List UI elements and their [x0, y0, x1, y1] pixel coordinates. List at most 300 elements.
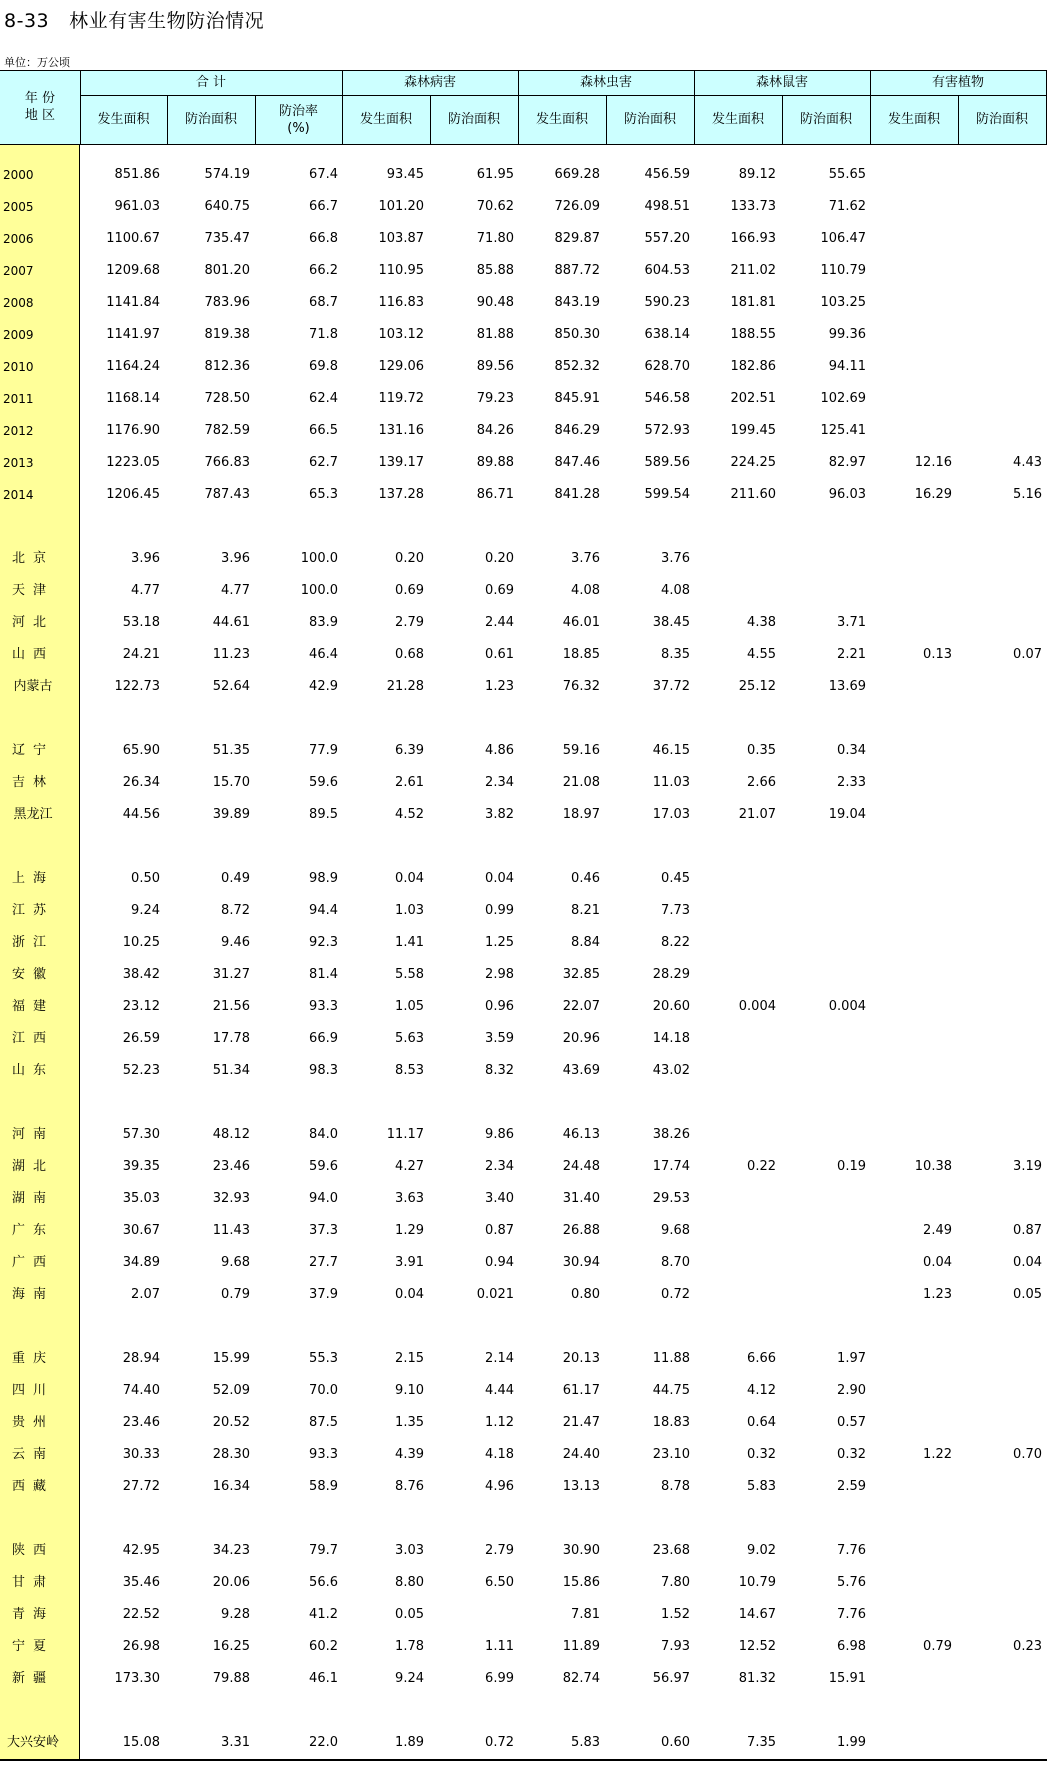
table-cell: 65.3 [309, 487, 338, 502]
table-cell: 8.22 [661, 935, 690, 950]
table-cell: 1141.97 [106, 327, 160, 342]
year-label: 2010 [3, 360, 34, 374]
header-column-label [255, 96, 342, 145]
table-cell: 46.4 [309, 647, 338, 662]
table-cell: 3.31 [221, 1735, 250, 1750]
table-cell: 850.30 [554, 327, 600, 342]
table-cell: 74.40 [122, 1383, 160, 1398]
table-cell: 21.28 [386, 679, 424, 694]
table-cell: 8.84 [571, 935, 600, 950]
table-cell [866, 767, 952, 799]
table-cell: 0.19 [837, 1159, 866, 1174]
table-cell [866, 895, 952, 927]
table-cell: 59.16 [562, 743, 600, 758]
table-cell [866, 1599, 952, 1631]
table-cell: 4.08 [661, 583, 690, 598]
table-cell: 23.68 [652, 1543, 690, 1558]
table-cell: 21.47 [562, 1415, 600, 1430]
table-cell [956, 1663, 1042, 1695]
table-cell: 26.59 [122, 1031, 160, 1046]
table-cell: 2.14 [485, 1351, 514, 1366]
table-cell [780, 1183, 866, 1215]
table-cell: 43.69 [562, 1063, 600, 1078]
table-cell: 15.99 [212, 1351, 250, 1366]
table-cell: 628.70 [644, 359, 690, 374]
table-cell: 9.28 [221, 1607, 250, 1622]
table-cell: 69.8 [309, 359, 338, 374]
year-row [0, 191, 1047, 223]
year-label: 2014 [3, 488, 34, 502]
table-cell: 0.49 [221, 871, 250, 886]
table-cell: 96.03 [828, 487, 866, 502]
table-cell: 638.14 [644, 327, 690, 342]
table-cell [780, 1215, 866, 1247]
table-cell: 20.96 [562, 1031, 600, 1046]
table-cell: 30.33 [122, 1447, 160, 1462]
table-cell: 11.23 [212, 647, 250, 662]
table-cell [866, 1343, 952, 1375]
table-cell: 4.12 [747, 1383, 776, 1398]
table-number: 8-33 [4, 10, 50, 32]
region-label: 江苏 [11, 903, 54, 918]
header-column-divider [606, 96, 607, 145]
region-label: 浙江 [11, 935, 54, 950]
table-cell: 3.96 [131, 551, 160, 566]
table-cell: 1164.24 [106, 359, 160, 374]
table-cell: 8.21 [571, 903, 600, 918]
table-cell: 181.81 [730, 295, 776, 310]
year-label: 2009 [3, 328, 34, 342]
table-cell: 1100.67 [106, 231, 160, 246]
table-cell: 93.45 [386, 167, 424, 182]
table-cell: 106.47 [820, 231, 866, 246]
table-cell: 23.12 [122, 999, 160, 1014]
table-cell [866, 255, 952, 287]
table-cell: 23.46 [212, 1159, 250, 1174]
table-cell: 2.59 [837, 1479, 866, 1494]
table-cell: 98.9 [309, 871, 338, 886]
table-cell [690, 1215, 776, 1247]
table-cell: 8.53 [395, 1063, 424, 1078]
table-cell: 8.70 [661, 1255, 690, 1270]
table-cell [956, 895, 1042, 927]
table-cell: 0.22 [747, 1159, 776, 1174]
header-group-label: 森林病害 [403, 74, 456, 90]
table-cell: 94.11 [828, 359, 866, 374]
table-cell: 4.27 [395, 1159, 424, 1174]
table-cell: 887.72 [554, 263, 600, 278]
region-row [0, 1535, 1047, 1567]
table-cell [956, 1119, 1042, 1151]
table-cell: 0.05 [395, 1607, 424, 1622]
header-column-label: 发生面积 [887, 112, 940, 128]
table-cell: 35.03 [122, 1191, 160, 1206]
table-cell: 7.76 [837, 1543, 866, 1558]
table-cell [956, 1055, 1042, 1087]
header-column-divider [167, 96, 168, 145]
table-cell [956, 1183, 1042, 1215]
region-label: 吉林 [11, 775, 54, 790]
table-cell: 102.69 [820, 391, 866, 406]
table-cell: 572.93 [644, 423, 690, 438]
table-cell [956, 959, 1042, 991]
table-cell [780, 1023, 866, 1055]
table-cell: 94.4 [309, 903, 338, 918]
table-cell: 0.021 [476, 1287, 514, 1302]
region-row [0, 895, 1047, 927]
table-cell: 20.13 [562, 1351, 600, 1366]
table-cell: 11.43 [212, 1223, 250, 1238]
table-cell: 819.38 [204, 327, 250, 342]
table-cell: 20.52 [212, 1415, 250, 1430]
table-cell: 76.32 [562, 679, 600, 694]
region-label: 重庆 [11, 1351, 54, 1366]
region-label: 北京 [11, 551, 54, 566]
year-label: 2007 [3, 264, 34, 278]
table-cell [866, 735, 952, 767]
table-cell: 19.04 [828, 807, 866, 822]
table-cell: 3.96 [221, 551, 250, 566]
table-cell: 28.30 [212, 1447, 250, 1462]
region-row [0, 1215, 1047, 1247]
table-cell: 15.86 [562, 1575, 600, 1590]
table-cell: 14.67 [738, 1607, 776, 1622]
table-cell: 1.29 [395, 1223, 424, 1238]
table-title: 林业有害生物防治情况 [69, 10, 265, 32]
header-column-label: 防治面积 [799, 112, 852, 128]
region-row [0, 607, 1047, 639]
header-group-label: 森林鼠害 [755, 74, 808, 90]
table-cell: 0.79 [923, 1639, 952, 1654]
year-row [0, 319, 1047, 351]
table-cell: 961.03 [114, 199, 160, 214]
table-cell [866, 927, 952, 959]
year-row [0, 159, 1047, 191]
region-label: 天津 [11, 583, 54, 598]
table-cell [956, 287, 1042, 319]
table-cell: 3.03 [395, 1543, 424, 1558]
table-cell: 46.01 [562, 615, 600, 630]
region-label: 江西 [11, 1031, 54, 1046]
table-cell: 1.03 [395, 903, 424, 918]
table-cell: 52.64 [212, 679, 250, 694]
table-cell: 42.9 [309, 679, 338, 694]
table-cell: 26.98 [122, 1639, 160, 1654]
table-cell: 52.09 [212, 1383, 250, 1398]
table-cell: 5.16 [1013, 487, 1042, 502]
table-cell: 51.34 [212, 1063, 250, 1078]
table-cell [956, 1727, 1042, 1759]
table-cell: 7.93 [661, 1639, 690, 1654]
table-cell: 498.51 [644, 199, 690, 214]
table-cell: 18.85 [562, 647, 600, 662]
region-label: 河北 [11, 615, 54, 630]
header-column-label: 发生面积 [535, 112, 588, 128]
table-cell: 0.60 [661, 1735, 690, 1750]
region-row [0, 1247, 1047, 1279]
table-cell [690, 1183, 776, 1215]
table-cell: 12.16 [914, 455, 952, 470]
table-cell: 0.004 [738, 999, 776, 1014]
year-row [0, 447, 1047, 479]
table-cell: 1.41 [395, 935, 424, 950]
table-cell: 3.76 [661, 551, 690, 566]
region-label: 山西 [11, 647, 54, 662]
table-cell [780, 1279, 866, 1311]
table-cell [866, 319, 952, 351]
table-cell: 0.32 [747, 1447, 776, 1462]
region-label: 西藏 [11, 1479, 54, 1494]
table-cell: 8.80 [395, 1575, 424, 1590]
table-cell [866, 287, 952, 319]
table-cell: 24.48 [562, 1159, 600, 1174]
table-cell: 87.5 [309, 1415, 338, 1430]
table-cell: 6.99 [485, 1671, 514, 1686]
unit-label: 单位：万公顷 [4, 56, 70, 69]
region-row [0, 991, 1047, 1023]
table-cell: 32.93 [212, 1191, 250, 1206]
table-cell: 1.25 [485, 935, 514, 950]
year-label: 2000 [3, 168, 34, 182]
table-cell: 11.17 [386, 1127, 424, 1142]
table-cell: 38.26 [652, 1127, 690, 1142]
table-cell [780, 543, 866, 575]
table-cell [956, 863, 1042, 895]
table-cell: 93.3 [309, 1447, 338, 1462]
table-cell: 7.73 [661, 903, 690, 918]
table-cell: 9.46 [221, 935, 250, 950]
table-cell: 17.03 [652, 807, 690, 822]
table-cell: 1.99 [837, 1735, 866, 1750]
region-row [0, 1663, 1047, 1695]
table-cell: 39.89 [212, 807, 250, 822]
table-cell: 0.23 [1013, 1639, 1042, 1654]
table-cell: 58.9 [309, 1479, 338, 1494]
region-row [0, 1183, 1047, 1215]
table-cell: 11.89 [562, 1639, 600, 1654]
table-cell: 103.25 [820, 295, 866, 310]
table-cell: 845.91 [554, 391, 600, 406]
table-cell: 0.04 [923, 1255, 952, 1270]
table-cell: 122.73 [114, 679, 160, 694]
table-cell [690, 1279, 776, 1311]
table-cell: 44.75 [652, 1383, 690, 1398]
region-label: 广东 [11, 1223, 54, 1238]
table-cell: 20.60 [652, 999, 690, 1014]
table-cell: 3.71 [837, 615, 866, 630]
table-cell [866, 575, 952, 607]
table-cell: 43.02 [652, 1063, 690, 1078]
region-row [0, 639, 1047, 671]
table-cell: 6.39 [395, 743, 424, 758]
table-cell: 766.83 [204, 455, 250, 470]
table-cell: 82.97 [828, 455, 866, 470]
table-cell: 44.56 [122, 807, 160, 822]
table-cell: 29.53 [652, 1191, 690, 1206]
table-cell: 71.8 [309, 327, 338, 342]
table-cell: 22.52 [122, 1607, 160, 1622]
table-cell [956, 1599, 1042, 1631]
region-row [0, 575, 1047, 607]
table-cell: 0.45 [661, 871, 690, 886]
table-cell: 81.32 [738, 1671, 776, 1686]
table-cell [956, 159, 1042, 191]
region-label: 宁夏 [11, 1639, 54, 1654]
table-cell: 557.20 [644, 231, 690, 246]
table-cell: 2.44 [485, 615, 514, 630]
header-column-label: 防治面积 [447, 112, 500, 128]
table-cell: 24.21 [122, 647, 160, 662]
table-cell [956, 1023, 1042, 1055]
table-cell: 66.5 [309, 423, 338, 438]
table-cell [690, 895, 776, 927]
table-cell [866, 1183, 952, 1215]
table-cell: 30.94 [562, 1255, 600, 1270]
table-cell: 0.04 [395, 1287, 424, 1302]
table-cell: 5.83 [571, 1735, 600, 1750]
table-cell: 20.06 [212, 1575, 250, 1590]
table-cell: 5.83 [747, 1479, 776, 1494]
table-cell: 0.05 [1013, 1287, 1042, 1302]
table-cell: 46.13 [562, 1127, 600, 1142]
table-cell: 116.83 [378, 295, 424, 310]
table-cell: 604.53 [644, 263, 690, 278]
table-cell [866, 863, 952, 895]
header-group-label: 合 计 [195, 74, 227, 90]
region-label: 广西 [11, 1255, 54, 1270]
table-cell: 131.16 [378, 423, 424, 438]
table-cell [780, 959, 866, 991]
table-cell: 27.7 [309, 1255, 338, 1270]
table-cell [690, 543, 776, 575]
table-cell: 59.6 [309, 1159, 338, 1174]
table-cell: 11.88 [652, 1351, 690, 1366]
table-cell: 56.6 [309, 1575, 338, 1590]
table-cell: 16.34 [212, 1479, 250, 1494]
table-cell: 9.68 [661, 1223, 690, 1238]
table-cell: 0.46 [571, 871, 600, 886]
table-cell [690, 959, 776, 991]
table-cell: 60.2 [309, 1639, 338, 1654]
table-cell: 2.90 [837, 1383, 866, 1398]
table-cell [866, 543, 952, 575]
region-label: 福建 [11, 999, 54, 1014]
table-cell [866, 991, 952, 1023]
table-cell: 574.19 [204, 167, 250, 182]
table-cell: 4.77 [131, 583, 160, 598]
table-cell: 10.25 [122, 935, 160, 950]
table-cell: 23.10 [652, 1447, 690, 1462]
table-cell: 26.34 [122, 775, 160, 790]
table-cell: 3.59 [485, 1031, 514, 1046]
header-column-divider [255, 96, 256, 145]
header-column-divider [430, 96, 431, 145]
table-cell: 10.38 [914, 1159, 952, 1174]
year-row [0, 479, 1047, 511]
table-cell: 669.28 [554, 167, 600, 182]
table-cell: 16.29 [914, 487, 952, 502]
table-cell [866, 1055, 952, 1087]
table-cell [956, 927, 1042, 959]
table-cell: 22.0 [309, 1735, 338, 1750]
table-cell: 38.45 [652, 615, 690, 630]
table-cell: 4.86 [485, 743, 514, 758]
table-cell [866, 1023, 952, 1055]
table-cell: 46.15 [652, 743, 690, 758]
table-cell: 119.72 [378, 391, 424, 406]
table-cell: 0.68 [395, 647, 424, 662]
table-cell: 133.73 [730, 199, 776, 214]
region-label: 四川 [11, 1383, 54, 1398]
table-cell: 728.50 [204, 391, 250, 406]
table-cell: 843.19 [554, 295, 600, 310]
table-cell [956, 671, 1042, 703]
table-cell: 0.94 [485, 1255, 514, 1270]
table-cell: 35.46 [122, 1575, 160, 1590]
table-cell: 99.36 [828, 327, 866, 342]
table-cell: 0.20 [395, 551, 424, 566]
table-cell: 103.12 [378, 327, 424, 342]
table-cell: 103.87 [378, 231, 424, 246]
table-cell: 21.08 [562, 775, 600, 790]
table-cell: 110.95 [378, 263, 424, 278]
table-cell: 84.26 [476, 423, 514, 438]
table-cell: 100.0 [300, 583, 338, 598]
table-cell [866, 1567, 952, 1599]
region-row [0, 767, 1047, 799]
table-cell: 2.98 [485, 967, 514, 982]
region-row [0, 1439, 1047, 1471]
table-cell: 166.93 [730, 231, 776, 246]
header-column-divider [518, 71, 519, 145]
table-cell [956, 191, 1042, 223]
table-cell: 1223.05 [106, 455, 160, 470]
region-row [0, 1567, 1047, 1599]
table-cell: 24.40 [562, 1447, 600, 1462]
table-cell: 86.71 [476, 487, 514, 502]
table-cell: 59.6 [309, 775, 338, 790]
table-cell: 57.30 [122, 1127, 160, 1142]
table-cell: 1.78 [395, 1639, 424, 1654]
table-cell: 173.30 [114, 1671, 160, 1686]
region-label: 新疆 [11, 1671, 54, 1686]
table-cell: 71.80 [476, 231, 514, 246]
region-row [0, 927, 1047, 959]
table-cell [866, 1535, 952, 1567]
table-cell: 37.72 [652, 679, 690, 694]
table-cell: 55.65 [828, 167, 866, 182]
table-cell: 70.0 [309, 1383, 338, 1398]
table-cell: 6.50 [485, 1575, 514, 1590]
table-cell: 22.07 [562, 999, 600, 1014]
year-row [0, 415, 1047, 447]
table-cell: 89.5 [309, 807, 338, 822]
table-cell: 0.69 [395, 583, 424, 598]
table-cell: 1.12 [485, 1415, 514, 1430]
table-cell [866, 351, 952, 383]
table-cell: 589.56 [644, 455, 690, 470]
table-cell: 16.25 [212, 1639, 250, 1654]
table-cell: 7.80 [661, 1575, 690, 1590]
table-cell [866, 1663, 952, 1695]
table-cell [866, 191, 952, 223]
table-cell: 84.0 [309, 1127, 338, 1142]
table-cell: 4.38 [747, 615, 776, 630]
table-cell: 28.29 [652, 967, 690, 982]
table-cell [780, 575, 866, 607]
data-table [0, 70, 1047, 1761]
table-cell: 0.20 [485, 551, 514, 566]
